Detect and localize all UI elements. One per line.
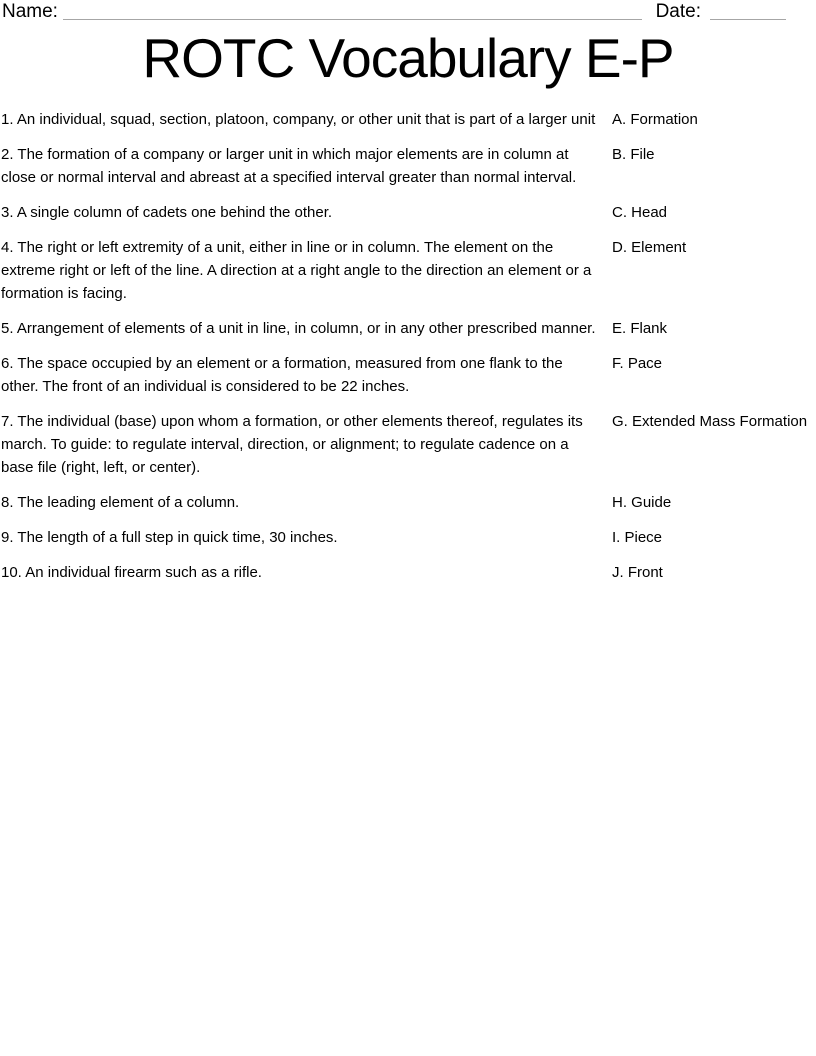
answer-option: J. Front [612, 564, 663, 581]
matching-row [1, 561, 816, 584]
definition-text: 8. The leading element of a column. [1, 494, 240, 511]
date-label: Date: [655, 1, 701, 22]
definition-text: 9. The length of a full step in quick time, 30 inches. [1, 529, 338, 546]
matching-row [1, 236, 816, 305]
matching-row [1, 491, 816, 514]
matching-row [1, 143, 816, 189]
definition-text: 7. The individual (base) upon whom a formation, or other elements thereof, regulates its march. To guide: to regulate interval, direction, or alignment; to regulate cadence on a base file (right, left, or center). [1, 413, 583, 476]
definition-text: 1. An individual, squad, section, platoon, company, or other unit that is part of a larger unit [1, 111, 596, 128]
name-blank-line [63, 4, 642, 20]
definition-text: 2. The formation of a company or larger unit in which major elements are in column at close or normal interval and abreast at a specified interval greater than normal interval. [1, 146, 577, 186]
answer-option: D. Element [612, 239, 687, 256]
matching-row [1, 317, 816, 340]
answer-option: C. Head [612, 204, 668, 221]
answer-option: H. Guide [612, 494, 672, 511]
matching-row [1, 201, 816, 224]
definition-text: 3. A single column of cadets one behind the other. [1, 204, 333, 221]
header [0, 0, 816, 22]
answer-option: F. Pace [612, 355, 663, 372]
matching-row [1, 526, 816, 549]
answer-option: G. Extended Mass Formation [612, 413, 808, 430]
answer-option: I. Piece [612, 529, 663, 546]
matching-row [1, 410, 816, 479]
matching-row [1, 108, 816, 131]
definition-text: 10. An individual firearm such as a rifle. [1, 564, 262, 581]
page-title: ROTC Vocabulary E-P [142, 27, 674, 89]
date-blank-line [710, 4, 786, 20]
answer-option: B. File [612, 146, 655, 163]
answer-option: A. Formation [612, 111, 698, 128]
matching-list [0, 108, 816, 584]
definition-text: 4. The right or left extremity of a unit, either in line or in column. The element on the extreme right or left of the line. A direction at a right angle to the direction an element or a formation is facing. [1, 239, 592, 302]
definition-text: 5. Arrangement of elements of a unit in line, in column, or in any other prescribed manner. [1, 320, 596, 337]
answer-option: E. Flank [612, 320, 668, 337]
definition-text: 6. The space occupied by an element or a formation, measured from one flank to the other. The front of an individual is considered to be 22 inches. [1, 355, 563, 395]
matching-row [1, 352, 816, 398]
name-label: Name: [2, 1, 58, 22]
